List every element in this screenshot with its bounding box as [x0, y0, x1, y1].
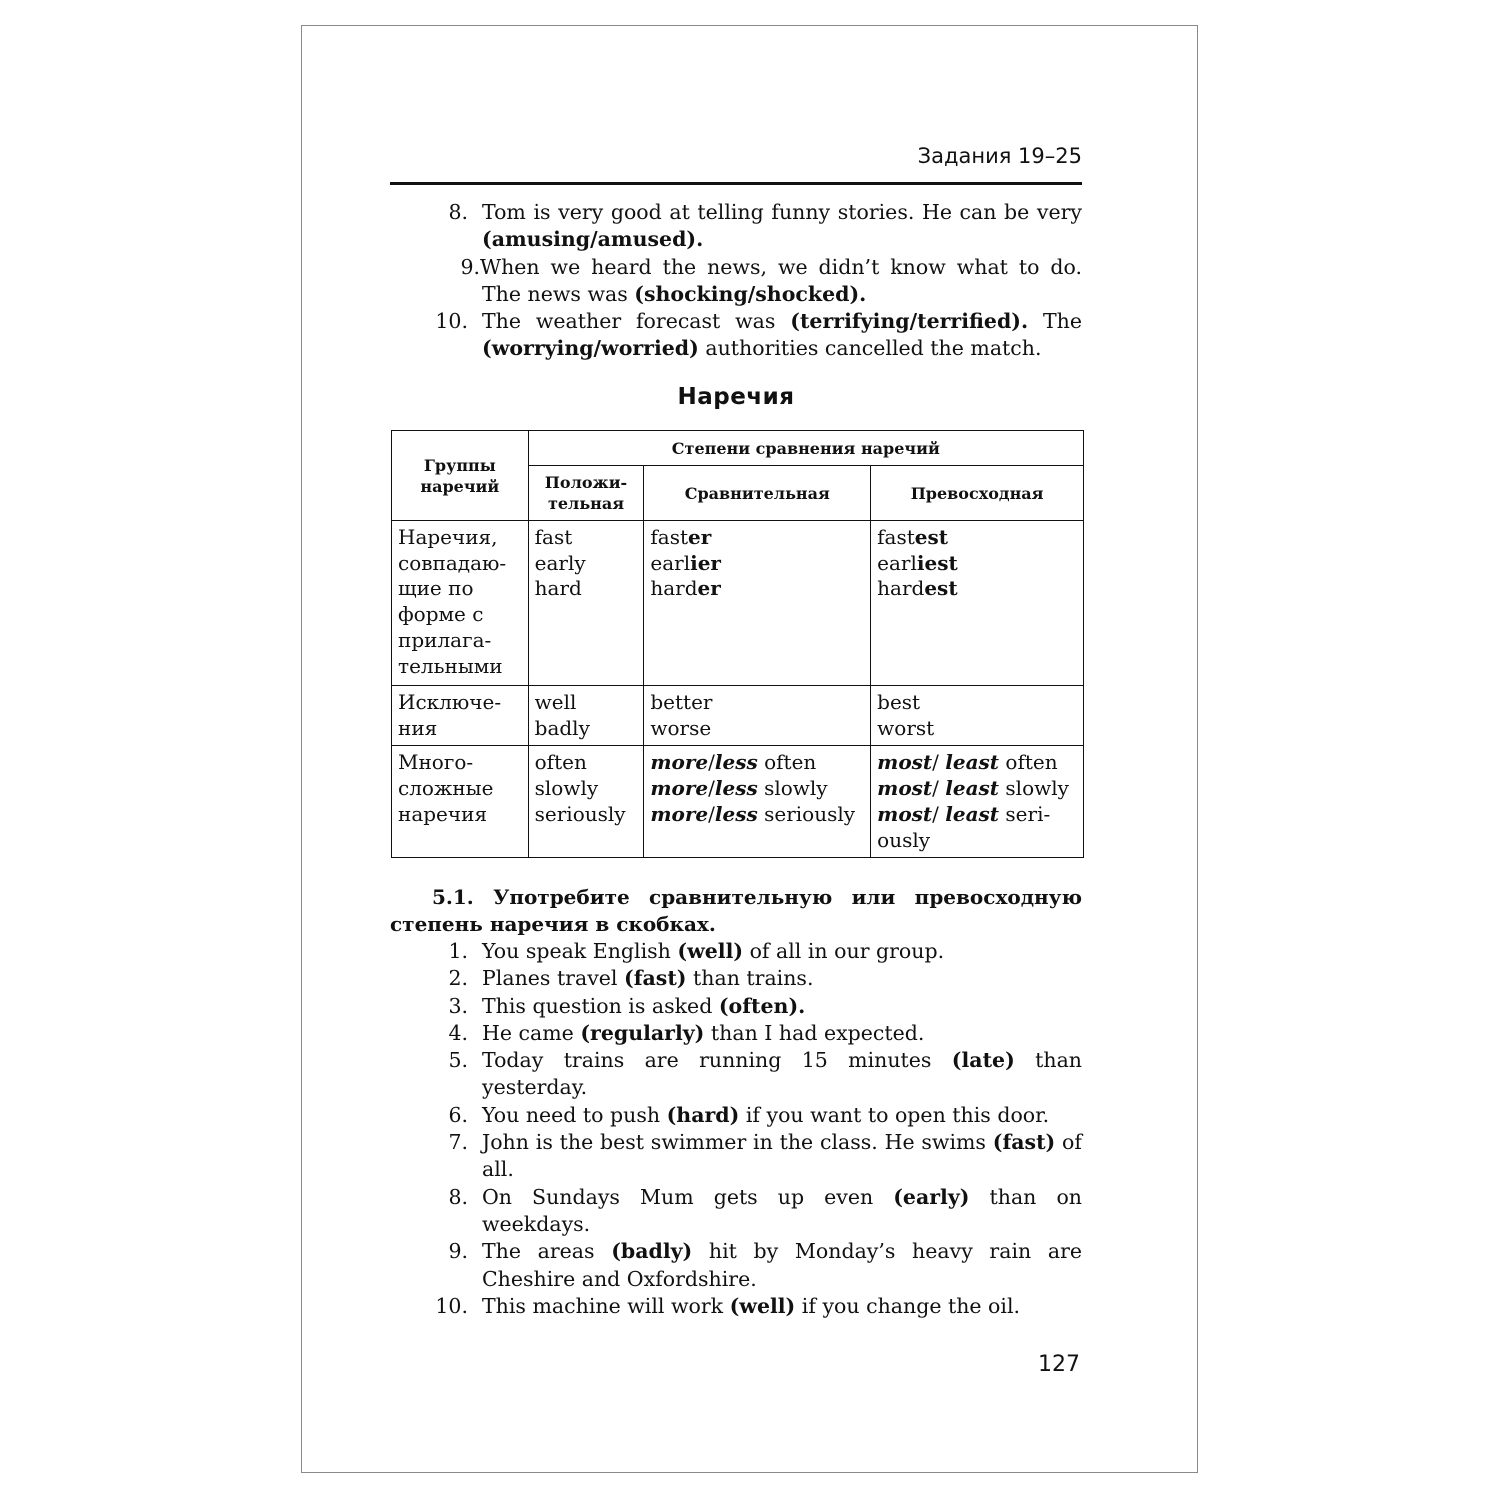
list-item — [390, 1020, 1082, 1047]
emphasized-text: more — [650, 776, 709, 801]
text: earl — [650, 550, 691, 575]
text: than yesterday. — [482, 1048, 1082, 1100]
item-number: 10. — [435, 1293, 468, 1318]
header-rule — [390, 182, 1082, 185]
table-row — [392, 521, 1084, 686]
bold-text: (well) — [729, 1293, 796, 1318]
superlative-form — [877, 690, 1077, 716]
list-item — [390, 1102, 1082, 1129]
text: The weather forecast was — [482, 309, 791, 334]
item-number: 3. — [448, 993, 468, 1018]
table-row — [392, 686, 1084, 746]
item-number: 9. — [448, 1239, 468, 1264]
group-text: совпадаю- — [398, 550, 507, 575]
positive-form: badly — [534, 715, 590, 740]
bold-text: (regularly) — [580, 1020, 705, 1045]
text: seri- — [999, 801, 1051, 826]
comparative-form — [650, 716, 864, 742]
table-row — [392, 746, 1084, 858]
text: than I had expected. — [704, 1020, 925, 1045]
positive-cell — [528, 521, 644, 686]
group-text: Исключе- — [398, 690, 502, 714]
positive-form: seriously — [534, 801, 626, 826]
comparative-cell — [644, 521, 871, 686]
bold-text: (early) — [893, 1184, 970, 1209]
item-number: 4. — [448, 1020, 468, 1045]
text: worse — [650, 715, 712, 740]
emphasized-text: er — [697, 576, 721, 601]
emphasized-text: iest — [916, 550, 958, 575]
emphasized-text: least — [945, 801, 1000, 826]
superlative-form — [877, 716, 1077, 742]
text: often — [999, 750, 1058, 775]
list-item — [390, 1184, 1082, 1239]
superlative-cell — [871, 521, 1084, 686]
comparative-form — [650, 802, 864, 828]
comparative-form — [650, 551, 864, 577]
item-number: 8. — [448, 200, 468, 224]
positive-form: hard — [534, 576, 582, 601]
group-text: прилага- — [398, 627, 492, 652]
text: hit by Monday’s heavy rain are Cheshire and Oxfordshire. — [482, 1239, 1083, 1291]
text: of all. — [482, 1130, 1082, 1182]
text: This machine will work — [482, 1293, 730, 1318]
text: John is the best swimmer in the class. He swims — [482, 1130, 993, 1155]
text: slowly — [999, 776, 1069, 801]
positive-cell — [528, 686, 644, 746]
text: than on weekdays. — [482, 1184, 1082, 1236]
text: Today trains are running 15 minutes — [482, 1048, 952, 1073]
text: Planes travel — [482, 966, 624, 991]
list-item — [390, 993, 1082, 1020]
bold-text: (hard) — [666, 1102, 740, 1127]
text: This question is asked — [482, 993, 719, 1018]
bold-text: (fast) — [992, 1130, 1056, 1155]
text: worst — [877, 715, 935, 740]
item-number: 8. — [448, 1184, 468, 1209]
degrees-header: Степени сравнения наречий — [528, 431, 1083, 466]
text: You need to push — [482, 1102, 667, 1127]
text: / — [932, 750, 946, 775]
text: / — [932, 801, 946, 826]
bold-text: (badly) — [611, 1239, 693, 1264]
text: Tom is very good at telling funny stories. He can be very — [482, 200, 1082, 224]
text: You speak English — [482, 939, 678, 963]
text: seriously — [757, 801, 856, 826]
text: When we heard the news, we didn’t know what to do. The news was — [480, 254, 1082, 306]
list-item — [390, 254, 1082, 309]
text: than trains. — [686, 966, 814, 991]
group-text: Наречия, — [398, 525, 498, 549]
superlative-form — [877, 776, 1077, 802]
emphasized-text: least — [945, 776, 1000, 801]
comparative-form — [650, 776, 864, 802]
superlative-form — [877, 802, 1077, 828]
comparative-form — [650, 690, 864, 716]
group-header: Группы наречий — [392, 431, 529, 521]
text: if you change the oil. — [795, 1293, 1021, 1318]
superlative-form — [877, 750, 1077, 776]
text: The areas — [482, 1239, 612, 1264]
comparative-form — [650, 750, 864, 776]
item-number: 6. — [448, 1102, 468, 1127]
text: earl — [877, 550, 917, 575]
group-text: форме с — [398, 602, 484, 627]
item-number: 9. — [460, 254, 480, 279]
text: authorities cancelled the match. — [698, 336, 1042, 361]
emphasized-text: more — [650, 801, 709, 826]
comparative-cell — [644, 746, 871, 858]
text: He came — [482, 1020, 581, 1045]
task-title: 5.1. Употребите сравнительную или превосходную степень наречия в скобках. — [390, 885, 1082, 937]
superlative-form — [877, 525, 1077, 551]
bold-text: (often). — [718, 993, 806, 1018]
group-text: Много- — [398, 750, 474, 775]
table-header-row — [392, 431, 1084, 466]
exercise-list — [390, 938, 1082, 1320]
emphasized-text: est — [914, 525, 949, 549]
item-number: 1. — [448, 939, 468, 963]
text: if you want to open this door. — [739, 1102, 1050, 1127]
superlative-form — [877, 828, 1077, 854]
emphasized-text: less — [714, 776, 758, 801]
comparative-form — [650, 525, 864, 551]
bold-text: (worrying/worried) — [482, 336, 699, 361]
list-item — [390, 1293, 1082, 1320]
item-number: 10. — [435, 309, 468, 334]
list-item — [390, 199, 1082, 254]
previous-exercise-list — [390, 199, 1082, 363]
list-item — [390, 1238, 1082, 1293]
text: often — [757, 750, 817, 775]
section-title: Наречия — [677, 384, 795, 410]
comparative-cell — [644, 686, 871, 746]
positive-form: early — [534, 550, 586, 575]
text: / — [708, 801, 715, 826]
emphasized-text: ier — [690, 550, 721, 575]
text: hard — [877, 576, 925, 601]
running-header: Задания 19–25 — [917, 144, 1082, 168]
text: best — [877, 690, 921, 714]
bold-text: (late) — [951, 1048, 1015, 1073]
text: The — [1028, 309, 1082, 334]
group-cell — [392, 521, 529, 686]
text: fast — [650, 525, 689, 549]
bold-text: (shocking/shocked). — [634, 281, 867, 306]
emphasized-text: most — [877, 801, 933, 826]
emphasized-text: less — [714, 750, 758, 775]
list-item — [390, 965, 1082, 992]
text: / — [708, 776, 715, 801]
positive-header: Положи-тельная — [528, 466, 644, 521]
bold-text: (fast) — [624, 966, 687, 991]
group-cell — [392, 686, 529, 746]
group-text: наречия — [398, 801, 488, 826]
positive-form: slowly — [534, 776, 599, 801]
positive-form: fast — [534, 525, 573, 549]
group-cell — [392, 746, 529, 858]
comparative-form — [650, 576, 864, 602]
superlative-form — [877, 576, 1077, 602]
bold-text: (terrifying/terrified). — [790, 309, 1029, 334]
superlative-cell — [871, 686, 1084, 746]
emphasized-text: est — [924, 576, 958, 601]
group-text: сложные — [398, 776, 494, 801]
item-number: 7. — [448, 1130, 468, 1155]
comparative-header: Сравнительная — [644, 466, 871, 521]
superlative-header: Превосходная — [871, 466, 1084, 521]
text: fast — [877, 525, 915, 549]
superlative-cell — [871, 746, 1084, 858]
positive-cell — [528, 746, 644, 858]
bold-text: (well) — [677, 939, 744, 963]
emphasized-text: most — [877, 750, 933, 775]
adverbs-comparison-table — [391, 430, 1084, 858]
emphasized-text: least — [945, 750, 1000, 775]
item-number: 2. — [448, 966, 468, 991]
emphasized-text: most — [877, 776, 933, 801]
text: / — [708, 750, 715, 775]
positive-form: well — [534, 690, 577, 714]
list-item — [390, 1047, 1082, 1102]
text: slowly — [757, 776, 828, 801]
emphasized-text: more — [650, 750, 709, 775]
list-item — [390, 1129, 1082, 1184]
item-number: 5. — [448, 1048, 468, 1073]
book-page — [301, 25, 1198, 1473]
text: / — [932, 776, 946, 801]
bold-text: (amusing/amused). — [482, 227, 704, 252]
text: better — [650, 690, 713, 714]
emphasized-text: er — [688, 525, 712, 549]
text: On Sundays Mum gets up even — [482, 1184, 894, 1209]
emphasized-text: less — [714, 801, 758, 826]
page-number: 127 — [1038, 1352, 1080, 1377]
superlative-form — [877, 551, 1077, 577]
text: of all in our group. — [743, 939, 945, 963]
text: hard — [650, 576, 698, 601]
text: ously — [877, 827, 931, 852]
list-item — [390, 938, 1082, 965]
table-body — [392, 521, 1084, 858]
list-item — [390, 308, 1082, 363]
group-text: ния — [398, 715, 438, 740]
group-text: щие по — [398, 576, 474, 601]
positive-form: often — [534, 750, 587, 775]
group-text: тельными — [398, 653, 503, 678]
